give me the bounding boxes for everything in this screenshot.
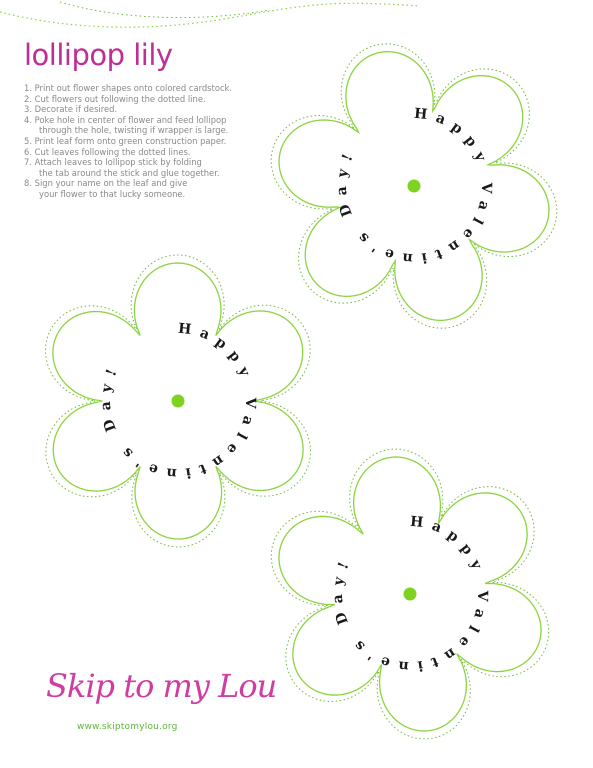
instruction-step-continuation: through the hole, twisting if wrapper is large. xyxy=(39,125,229,136)
instruction-step xyxy=(24,94,232,105)
instruction-step xyxy=(24,157,232,178)
instruction-step-text: 8. Sign your name on the leaf and give xyxy=(24,178,188,189)
lollipop-hole-dot xyxy=(404,588,417,601)
instruction-step-text: 6. Cut leaves following the dotted lines. xyxy=(24,146,191,157)
lollipop-hole-dot xyxy=(408,180,421,193)
instruction-step-continuation: your flower to that lucky someone. xyxy=(39,188,186,199)
instruction-step-text: 4. Poke hole in center of flower and feed lollipop xyxy=(24,114,227,125)
instruction-step-text: 5. Print leaf form onto green construction paper. xyxy=(24,135,227,146)
instruction-step xyxy=(24,178,232,199)
instruction-step xyxy=(24,136,232,147)
lollipop-hole-dot xyxy=(172,395,185,408)
flower-message: Happy Valentine's Day! xyxy=(329,513,491,675)
instruction-step xyxy=(24,83,232,94)
instruction-step-text: 3. Decorate if desired. xyxy=(24,104,118,115)
instruction-step-text: 2. Cut flowers out following the dotted line. xyxy=(24,93,206,104)
instruction-step-text: 1. Print out flower shapes onto colored cardstock. xyxy=(24,83,233,93)
website-url: www.skiptomylou.org xyxy=(77,722,178,732)
instruction-step xyxy=(24,104,232,115)
skip-to-my-lou-logo: Skip to my Lou xyxy=(46,667,277,705)
instructions-list xyxy=(24,83,232,200)
flower-cutout-3 xyxy=(254,438,566,750)
instruction-step xyxy=(24,147,232,158)
instruction-step-text: 7. Attach leaves to lollipop stick by folding xyxy=(24,157,202,168)
flower-message: Happy Valentine's Day! xyxy=(333,105,495,267)
instruction-step-continuation: the tab around the stick and glue together. xyxy=(39,167,220,178)
page-title: lollipop lily xyxy=(24,38,173,72)
instruction-step xyxy=(24,115,232,136)
flower-message: Happy Valentine's Day! xyxy=(97,320,259,482)
